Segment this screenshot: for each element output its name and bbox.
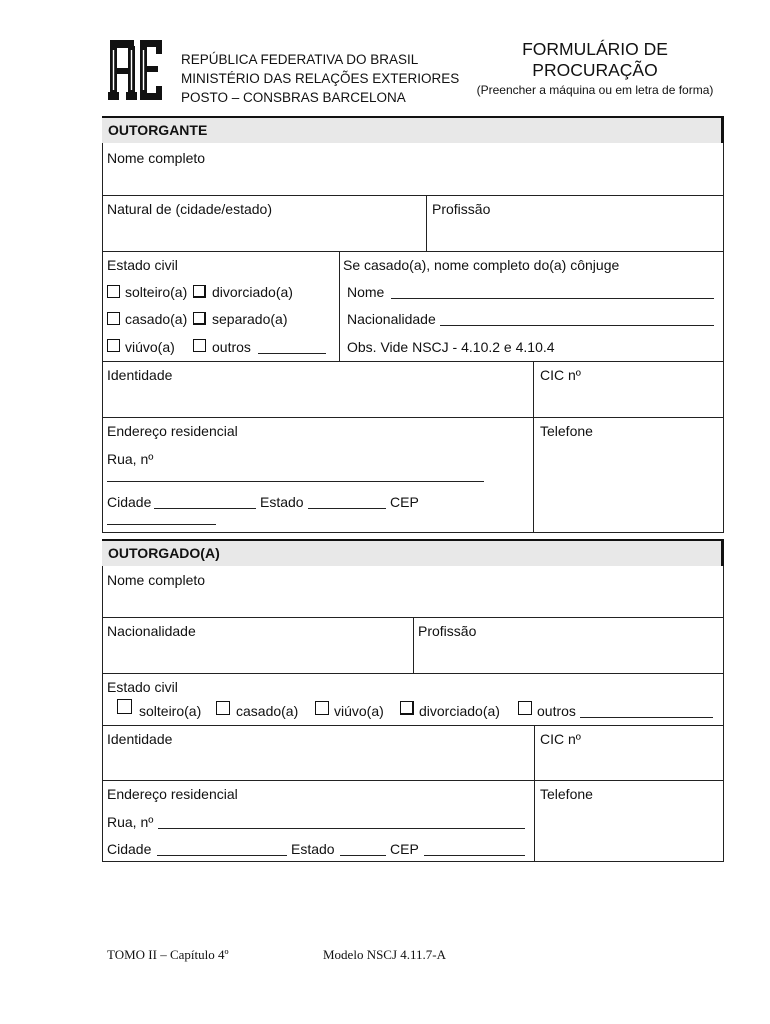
outorgante-separado-label: separado(a) xyxy=(212,311,288,327)
outorgante-solteiro-label: solteiro(a) xyxy=(125,284,188,300)
outorgante-rua-field[interactable] xyxy=(107,481,484,482)
outorgado-heading-bar xyxy=(102,539,724,566)
conjuge-obs: Obs. Vide NSCJ - 4.10.2 e 4.10.4 xyxy=(347,339,555,355)
outorgado-cep-field[interactable] xyxy=(424,855,525,856)
outorgante-casado-checkbox[interactable] xyxy=(107,312,120,325)
conjuge-nome-label: Nome xyxy=(347,284,385,300)
outorgante-viuvo-checkbox[interactable] xyxy=(107,339,120,352)
header-posto: POSTO – CONSBRAS BARCELONA xyxy=(181,90,406,105)
outorgado-nacionalidade-label: Nacionalidade xyxy=(107,623,196,639)
outorgante-separado-checkbox[interactable] xyxy=(193,312,206,325)
outorgante-divorciado-label: divorciado(a) xyxy=(212,284,293,300)
outorgado-outros-checkbox[interactable] xyxy=(518,701,532,715)
outorgante-cic-label: CIC nº xyxy=(540,367,581,383)
outorgante-telefone-label: Telefone xyxy=(540,423,593,439)
outorgante-profissao-label: Profissão xyxy=(432,201,491,217)
outorgado-divorciado-label: divorciado(a) xyxy=(419,703,500,719)
outorgado-nome-label: Nome completo xyxy=(107,572,206,588)
outorgante-casado-label: casado(a) xyxy=(125,311,188,327)
form-subtitle: (Preencher a máquina ou em letra de forma) xyxy=(476,83,714,97)
outorgado-telefone-label: Telefone xyxy=(540,786,593,802)
outorgado-rua-field[interactable] xyxy=(158,828,525,829)
outorgado-outros-field[interactable] xyxy=(580,717,713,718)
outorgado-rua-label: Rua, nº xyxy=(107,814,154,830)
outorgado-cidade-label: Cidade xyxy=(107,841,152,857)
outorgado-casado-label: casado(a) xyxy=(236,703,299,719)
conjuge-nacionalidade-label: Nacionalidade xyxy=(347,311,436,327)
form-title-line2: PROCURAÇÃO xyxy=(532,60,658,80)
outorgante-rua-label: Rua, nº xyxy=(107,451,154,467)
outorgante-natural-label: Natural de (cidade/estado) xyxy=(107,201,272,217)
outorgante-nome-label: Nome completo xyxy=(107,150,206,166)
header-republica: REPÚBLICA FEDERATIVA DO BRASIL xyxy=(181,52,419,67)
outorgante-cep-label: CEP xyxy=(390,494,419,510)
conjuge-nacionalidade-field[interactable] xyxy=(440,325,714,326)
outorgante-identidade-label: Identidade xyxy=(107,367,173,383)
outorgado-viuvo-checkbox[interactable] xyxy=(315,701,329,715)
outorgado-viuvo-label: viúvo(a) xyxy=(334,703,384,719)
outorgante-divorciado-checkbox[interactable] xyxy=(193,285,206,298)
outorgante-viuvo-label: viúvo(a) xyxy=(125,339,175,355)
conjuge-nome-field[interactable] xyxy=(391,298,714,299)
outorgado-solteiro-label: solteiro(a) xyxy=(139,703,202,719)
ae-logo xyxy=(108,38,164,100)
outorgante-cidade-label: Cidade xyxy=(107,494,152,510)
footer-modelo: Modelo NSCJ 4.11.7-A xyxy=(323,947,447,962)
outorgado-solteiro-checkbox[interactable] xyxy=(117,699,132,714)
outorgado-cidade-field[interactable] xyxy=(157,855,287,856)
conjuge-title: Se casado(a), nome completo do(a) cônjuge xyxy=(343,257,620,273)
outorgado-heading: OUTORGADO(A) xyxy=(108,545,220,561)
outorgante-estado-label: Estado xyxy=(260,494,304,510)
outorgante-cep-field[interactable] xyxy=(107,524,216,525)
outorgado-estado-label: Estado xyxy=(291,841,335,857)
outorgante-heading-bar xyxy=(102,116,724,143)
outorgante-solteiro-checkbox[interactable] xyxy=(107,285,120,298)
outorgante-outros-checkbox[interactable] xyxy=(193,339,206,352)
outorgante-estado-field[interactable] xyxy=(308,508,386,509)
outorgado-divorciado-checkbox[interactable] xyxy=(400,701,414,715)
outorgado-estado-civil-label: Estado civil xyxy=(107,679,178,695)
outorgante-cidade-field[interactable] xyxy=(154,508,256,509)
footer-tomo: TOMO II – Capítulo 4º xyxy=(107,947,229,962)
outorgado-cic-label: CIC nº xyxy=(540,731,581,747)
outorgado-casado-checkbox[interactable] xyxy=(216,701,230,715)
outorgante-outros-label: outros xyxy=(212,339,251,355)
outorgado-endereco-label: Endereço residencial xyxy=(107,786,238,802)
outorgante-estado-civil-label: Estado civil xyxy=(107,257,178,273)
header-ministerio: MINISTÉRIO DAS RELAÇÕES EXTERIORES xyxy=(181,71,460,86)
outorgado-profissao-label: Profissão xyxy=(418,623,477,639)
form-title-line1: FORMULÁRIO DE xyxy=(522,39,668,59)
outorgado-identidade-label: Identidade xyxy=(107,731,173,747)
outorgante-heading: OUTORGANTE xyxy=(108,122,208,138)
outorgante-outros-field[interactable] xyxy=(258,353,326,354)
outorgado-outros-label: outros xyxy=(537,703,576,719)
outorgado-cep-label: CEP xyxy=(390,841,419,857)
outorgado-estado-field[interactable] xyxy=(340,855,386,856)
outorgante-endereco-label: Endereço residencial xyxy=(107,423,238,439)
